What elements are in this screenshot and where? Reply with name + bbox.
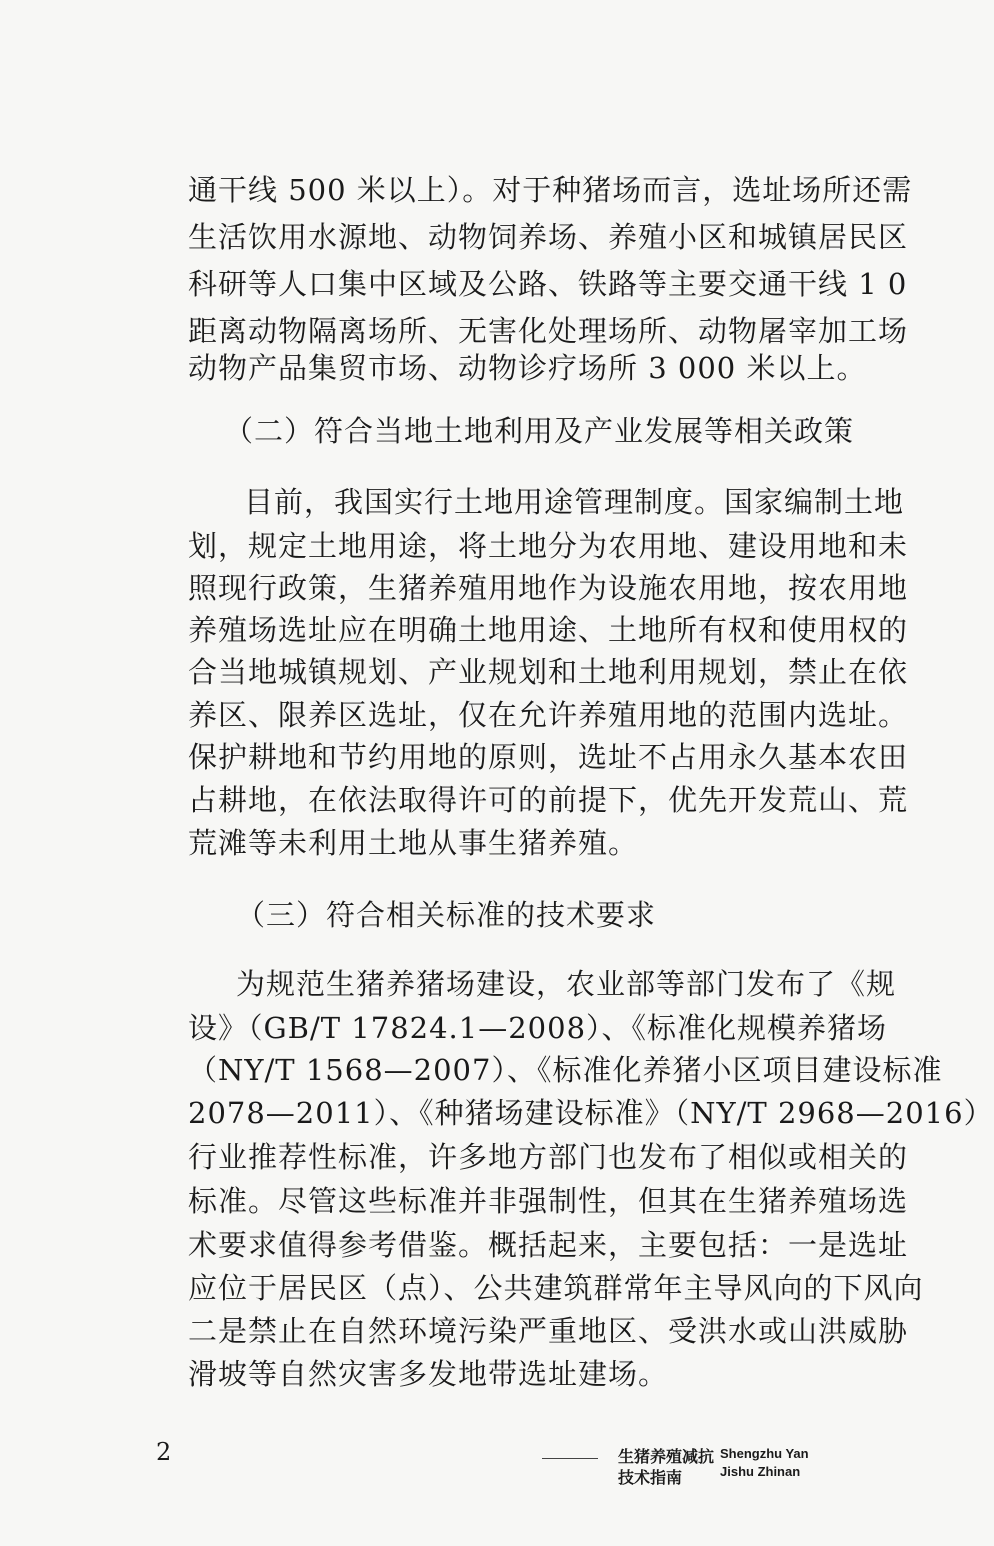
text-line-5: 动物产品集贸市场、动物诊疗场所 3 000 米以上。	[188, 351, 867, 385]
text-line-14: 占耕地，在依法取得许可的前提下，优先开发荒山、荒	[188, 783, 909, 817]
paragraph-start-2: 目前，我国实行土地用途管理制度。国家编制土地	[244, 485, 905, 519]
text-line-2: 生活饮用水源地、动物饲养场、养殖小区和城镇居民区	[188, 220, 909, 254]
text-line-1: 通干线 500 米以上）。对于种猪场而言，选址场所还需	[188, 173, 913, 207]
text-line-20: 2078—2011）、《种猪场建设标准》（NY/T 2968—2016）	[188, 1096, 994, 1130]
text-line-11: 合当地城镇规划、产业规划和土地利用规划，禁止在依	[188, 655, 909, 689]
text-line-25: 二是禁止在自然环境污染严重地区、受洪水或山洪威胁	[188, 1314, 909, 1348]
text-line-23: 术要求值得参考借鉴。概括起来，主要包括：一是选址	[188, 1228, 909, 1262]
text-line-18: 设》（GB/T 17824.1—2008）、《标准化规模养猪场	[188, 1011, 888, 1045]
text-line-8: 划，规定土地用途，将土地分为农用地、建设用地和未	[188, 529, 909, 563]
text-line-15: 荒滩等未利用土地从事生猪养殖。	[188, 826, 639, 860]
footer-book-title-en-1: Shengzhu Yan	[720, 1446, 809, 1461]
text-line-21: 行业推荐性标准，许多地方部门也发布了相似或相关的	[188, 1140, 909, 1174]
footer-book-title-en-2: Jishu Zhinan	[720, 1464, 801, 1479]
text-line-26: 滑坡等自然灾害多发地带选址建场。	[188, 1357, 669, 1391]
text-line-3: 科研等人口集中区域及公路、铁路等主要交通干线 1 0	[188, 267, 908, 301]
text-line-4: 距离动物隔离场所、无害化处理场所、动物屠宰加工场	[188, 314, 909, 348]
text-line-9: 照现行政策，生猪养殖用地作为设施农用地，按农用地	[188, 571, 909, 605]
footer-book-title-cn-1: 生猪养殖减抗	[618, 1447, 715, 1466]
footer-rule	[542, 1458, 598, 1459]
text-line-24: 应位于居民区（点）、公共建筑群常年主导风向的下风向	[188, 1271, 924, 1305]
text-line-12: 养区、限养区选址，仅在允许养殖用地的范围内选址。	[188, 698, 909, 732]
footer-book-title-cn-2: 技术指南	[618, 1468, 683, 1487]
section-heading-3: （三）符合相关标准的技术要求	[236, 898, 657, 932]
paragraph-start-3: 为规范生猪养猪场建设，农业部等部门发布了《规	[236, 967, 897, 1001]
text-line-10: 养殖场选址应在明确土地用途、土地所有权和使用权的	[188, 613, 909, 647]
text-line-19: （NY/T 1568—2007）、《标准化养猪小区项目建设标准	[188, 1053, 943, 1087]
page-number: 2	[156, 1438, 172, 1466]
text-line-22: 标准。尽管这些标准并非强制性，但其在生猪养殖场选	[188, 1184, 909, 1218]
text-line-13: 保护耕地和节约用地的原则，选址不占用永久基本农田	[188, 740, 909, 774]
section-heading-2: （二）符合当地土地利用及产业发展等相关政策	[224, 414, 855, 448]
